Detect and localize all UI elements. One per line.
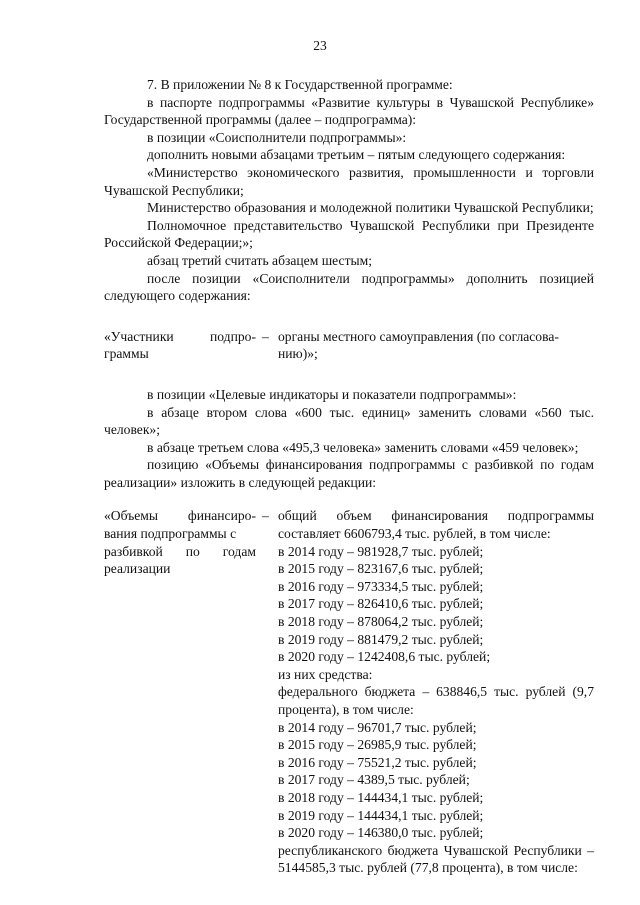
financing-value xyxy=(278,507,594,876)
financing-label-word: по xyxy=(185,543,200,559)
paragraph: в абзаце третьем слова «495,3 человека» заменить словами «459 человек»; xyxy=(147,439,579,455)
participants-value-line: нию)»; xyxy=(278,346,318,362)
financing-year-line: в 2017 году – 826410,6 тыс. рублей; xyxy=(278,596,484,612)
participants-value xyxy=(278,328,594,363)
financing-year-line: в 2018 году – 878064,2 тыс. рублей; xyxy=(278,614,484,630)
participants-label xyxy=(104,328,269,363)
dash: – xyxy=(262,508,269,524)
paragraph: «Министерство экономического развития, промышленности и торговли Чувашской Республики; xyxy=(104,164,594,198)
financing-label-word: годам xyxy=(222,543,256,559)
financing-label-word: «Объемы xyxy=(104,508,158,524)
participants-row xyxy=(104,328,594,363)
federal-year-line: в 2014 году – 96701,7 тыс. рублей; xyxy=(278,719,477,735)
financing-year-line: в 2016 году – 973334,5 тыс. рублей; xyxy=(278,578,484,594)
paragraph: 7. В приложении № 8 к Государственной программе: xyxy=(147,77,453,92)
financing-row xyxy=(104,507,594,876)
financing-year-line: в 2015 году – 823167,6 тыс. рублей; xyxy=(278,561,484,577)
paragraph: в позиции «Целевые индикаторы и показатели подпрограммы»: xyxy=(147,386,517,402)
page-number: 23 xyxy=(313,38,327,53)
financing-total-intro: общий объем финансирования подпрограммы составляет 6606793,4 тыс. рублей, в том числе: xyxy=(278,508,594,542)
paragraph: в абзаце втором слова «600 тыс. единиц» заменить словами «560 тыс. человек»; xyxy=(104,404,594,438)
paragraph: Министерство образования и молодежной политики Чувашской Республики; xyxy=(147,200,594,216)
paragraph: в позиции «Соисполнители подпрограммы»: xyxy=(147,129,407,145)
federal-year-line: в 2018 году – 144434,1 тыс. рублей; xyxy=(278,789,484,805)
financing-label-word: разбивкой xyxy=(104,543,163,559)
participants-label-line: граммы xyxy=(104,346,149,362)
document-body xyxy=(104,76,594,877)
federal-year-line: в 2017 году – 4389,5 тыс. рублей; xyxy=(278,772,470,788)
financing-label-line: реализации xyxy=(104,561,171,577)
financing-year-line: в 2014 году – 981928,7 тыс. рублей; xyxy=(278,543,484,559)
financing-year-line: в 2019 году – 881479,2 тыс. рублей; xyxy=(278,631,484,647)
participants-value-line: органы местного самоуправления (по согласова- xyxy=(278,328,559,344)
paragraph: Полномочное представительство Чувашской Республики при Президенте Российской Федерации;»; xyxy=(104,217,594,251)
financing-sources-label: из них средства: xyxy=(278,666,373,682)
dash: – xyxy=(262,328,269,344)
federal-year-line: в 2015 году – 26985,9 тыс. рублей; xyxy=(278,737,477,753)
federal-budget-intro: федерального бюджета – 638846,5 тыс. рублей (9,7 процента), в том числе: xyxy=(278,684,594,717)
paragraph: абзац третий считать абзацем шестым; xyxy=(147,252,373,268)
participants-label-word: «Участники xyxy=(104,328,174,344)
republic-budget-intro: республиканского бюджета Чувашской Республики – 5144585,3 тыс. рублей (77,8 процента), в том числе: xyxy=(278,842,594,876)
paragraph: в паспорте подпрограммы «Развитие культуры в Чувашской Республике» Государственной программы (далее – подпрограмма): xyxy=(104,94,594,128)
financing-label-word: финансиро- xyxy=(187,508,256,524)
financing-year-line: в 2020 году – 1242408,6 тыс. рублей; xyxy=(278,649,491,665)
financing-label-line: вания подпрограммы с xyxy=(104,526,237,542)
federal-year-line: в 2016 году – 75521,2 тыс. рублей; xyxy=(278,754,477,770)
federal-year-line: в 2020 году – 146380,0 тыс. рублей; xyxy=(278,825,484,841)
paragraph: после позиции «Соисполнители подпрограммы» дополнить позицией следующего содержания: xyxy=(104,270,594,304)
paragraph: позицию «Объемы финансирования подпрограммы с разбивкой по годам реализации» изложить в следующей редакции: xyxy=(104,457,594,490)
federal-year-line: в 2019 году – 144434,1 тыс. рублей; xyxy=(278,807,484,823)
financing-label xyxy=(104,507,269,876)
participants-label-word: подпро- xyxy=(210,328,256,344)
paragraph: дополнить новыми абзацами третьим – пятым следующего содержания: xyxy=(147,147,566,163)
